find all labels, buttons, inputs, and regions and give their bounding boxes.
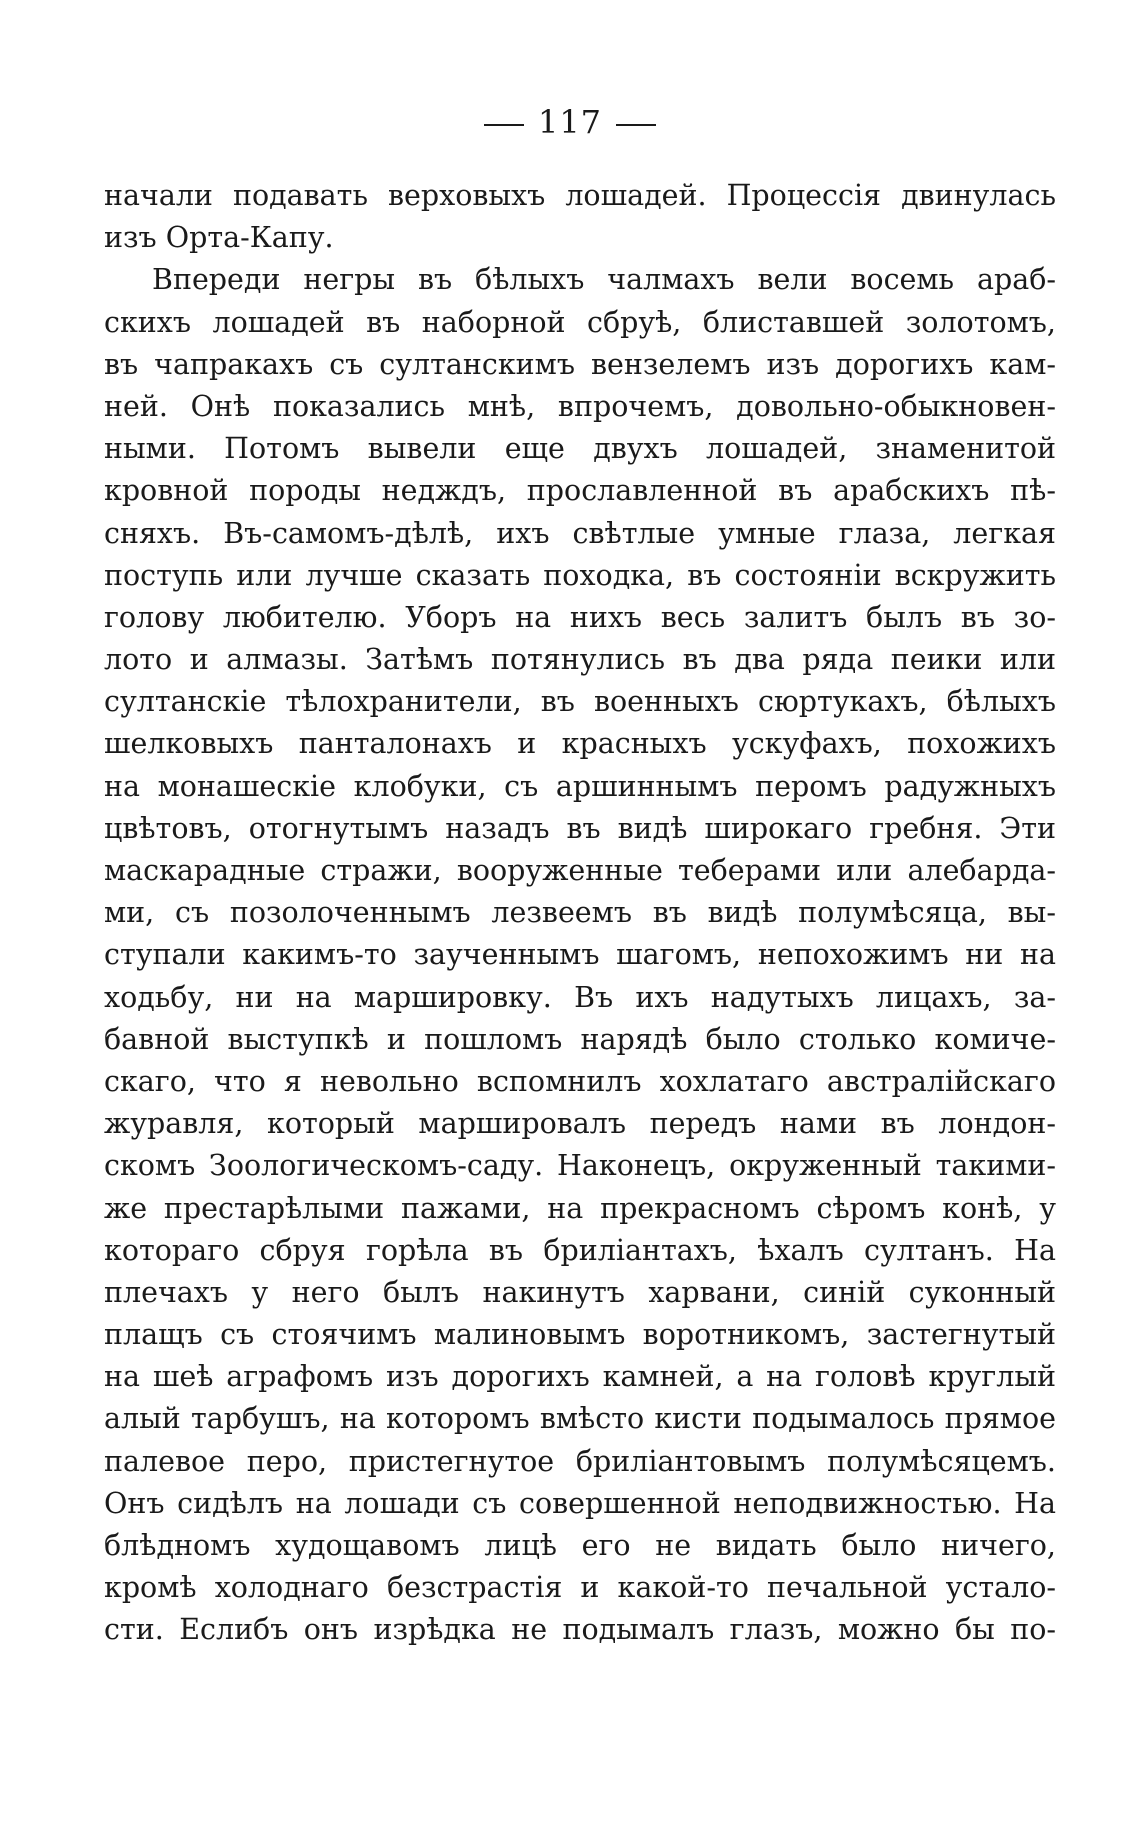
- text-line: плащъ съ стоячимъ малиновымъ воротникомъ, застегнутый: [104, 1318, 1056, 1352]
- text-line: журавля, который маршировалъ передъ нами въ лондон-: [104, 1107, 1056, 1141]
- text-line: сти. Еслибъ онъ изрѣдка не подымалъ глазъ, можно бы по-: [104, 1613, 1056, 1647]
- text-line: поступь или лучше сказать походка, въ состояніи вскружить: [104, 558, 1056, 592]
- text-line: Впереди негры въ бѣлыхъ чалмахъ вели восемь араб-: [152, 263, 1056, 297]
- text-line: котораго сбруя горѣла въ бриліантахъ, ѣхалъ султанъ. На: [104, 1233, 1056, 1267]
- text-line: палевое перо, пристегнутое бриліантовымъ полумѣсяцемъ.: [104, 1444, 1056, 1478]
- text-line: цвѣтовъ, отогнутымъ назадъ въ видѣ широкаго гребня. Эти: [104, 811, 1056, 845]
- text-line: лото и алмазы. Затѣмъ потянулись въ два ряда пеики или: [104, 643, 1056, 677]
- text-line: сняхъ. Въ-самомъ-дѣлѣ, ихъ свѣтлые умные глаза, легкая: [104, 516, 1056, 550]
- text-line: кровной породы недждъ, прославленной въ арабскихъ пѣ-: [104, 474, 1056, 508]
- left-dash: [484, 124, 524, 126]
- text-line: въ чапракахъ съ султанскимъ вензелемъ изъ дорогихъ кам-: [104, 347, 1056, 381]
- text-line: ными. Потомъ вывели еще двухъ лошадей, знаменитой: [104, 432, 1056, 466]
- text-line: голову любителю. Уборъ на нихъ весь залитъ былъ въ зо-: [104, 600, 1056, 634]
- right-dash: [616, 124, 656, 126]
- page-number: [0, 102, 1140, 142]
- text-line: на монашескіе клобуки, съ аршиннымъ перомъ радужныхъ: [104, 769, 1056, 803]
- text-line: бавной выступкѣ и пошломъ нарядѣ было столько комиче-: [104, 1022, 1056, 1056]
- text-line: Онъ сидѣлъ на лошади съ совершенной неподвижностью. На: [104, 1486, 1056, 1520]
- text-line: плечахъ у него былъ накинутъ харвани, синій суконный: [104, 1275, 1056, 1309]
- text-line: маскарадные стражи, вооруженные теберами или алебарда-: [104, 854, 1056, 887]
- text-line: скаго, что я невольно вспомнилъ хохлатаго австралійскаго: [104, 1064, 1056, 1098]
- text-line: скихъ лошадей въ наборной сбруѣ, блиставшей золотомъ,: [104, 305, 1056, 339]
- text-line: ней. Онѣ показались мнѣ, впрочемъ, довольно-обыкновен-: [104, 389, 1056, 423]
- text-line: ступали какимъ-то заученнымъ шагомъ, непохожимъ ни на: [104, 938, 1056, 972]
- text-line: ходьбу, ни на маршировку. Въ ихъ надутыхъ лицахъ, за-: [104, 980, 1056, 1014]
- page-number-value: 117: [537, 103, 603, 141]
- text-line: шелковыхъ панталонахъ и красныхъ ускуфахъ, похожихъ: [104, 727, 1056, 761]
- body-text: [104, 175, 1056, 1652]
- text-line: ми, съ позолоченнымъ лезвеемъ въ видѣ полумѣсяца, вы-: [104, 896, 1056, 930]
- text-line: блѣдномъ худощавомъ лицѣ его не видать было ничего,: [104, 1529, 1056, 1562]
- text-line: кромѣ холоднаго безстрастія и какой-то печальной устало-: [104, 1571, 1056, 1605]
- text-line: изъ Орта-Капу.: [104, 221, 334, 255]
- text-line: на шеѣ аграфомъ изъ дорогихъ камней, а на головѣ круглый: [104, 1360, 1056, 1394]
- text-line: скомъ Зоологическомъ-саду. Наконецъ, окруженный такими-: [104, 1149, 1056, 1183]
- text-line: султанскіе тѣлохранители, въ военныхъ сюртукахъ, бѣлыхъ: [104, 685, 1056, 719]
- text-line: начали подавать верховыхъ лошадей. Процессія двинулась: [104, 179, 1056, 212]
- text-line: алый тарбушъ, на которомъ вмѣсто кисти подымалось прямое: [104, 1402, 1056, 1436]
- text-line: же престарѣлыми пажами, на прекрасномъ сѣромъ конѣ, у: [104, 1191, 1056, 1225]
